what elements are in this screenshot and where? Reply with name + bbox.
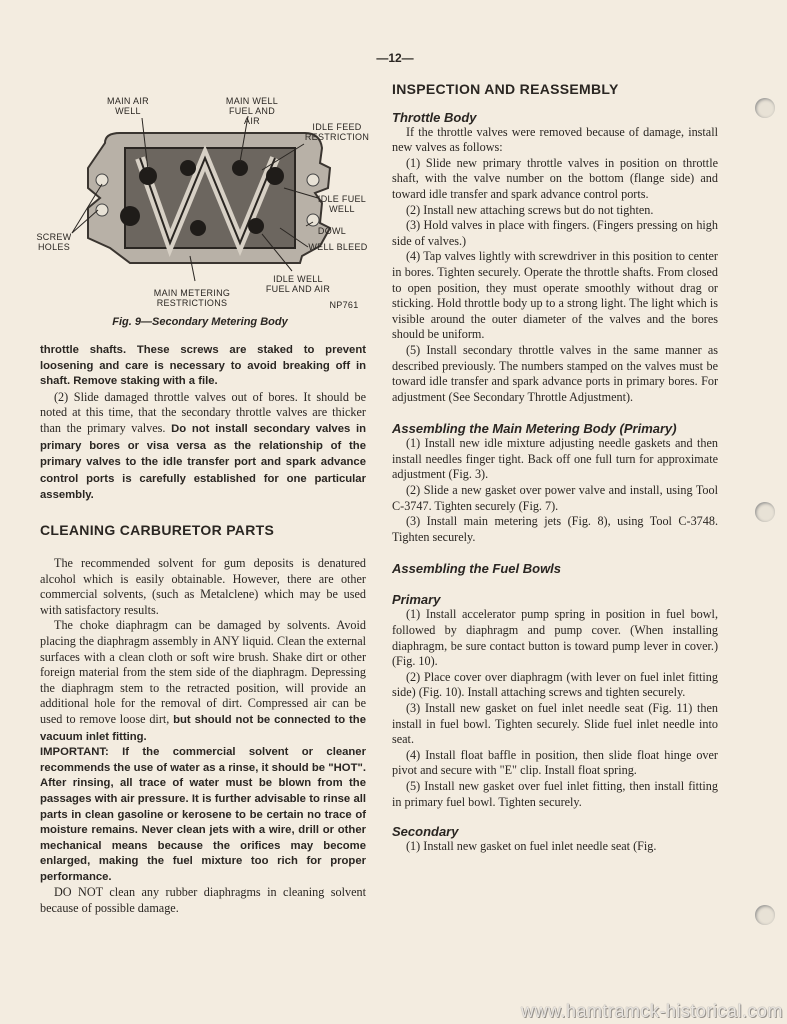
primary-title: Primary: [392, 592, 441, 608]
label-dowl: DOWL: [317, 226, 347, 236]
paragraph-choke-diaphragm: [40, 618, 366, 745]
figure-code: NP761: [329, 300, 359, 310]
paragraph-screws-staked: throttle shafts. These screws are staked to prevent loosening and care is necessary to avoid breaking off in shaft. Remove staking with a file.: [40, 344, 366, 388]
metering-step: (2) Slide a new gasket over power valve and install, using Tool C-3747. Tighten securely (Fig. 7).: [392, 483, 718, 513]
paragraph-slide-valves: [40, 390, 366, 504]
label-idle-fuel-well: IDLE FUEL WELL: [317, 194, 367, 214]
text-warning: Do not install secondary valves in primary bores or visa versa as the relationship of the primary valves to the idle transfer port and spark advance control ports is carefully established for one particular assembly.: [40, 422, 367, 502]
paragraph-important: IMPORTANT: If the commercial solvent or cleaner recommends the use of water as a rinse, it should be "HOT". After rinsing, all trace of water must be blown from the passages with air pressure. It is further advisable to rinse all parts in clean gasoline or kerosene to be certain no trace of moisture remains. Never clean jets with a wire, drill or other mechanical means because the orifices may become enlarged, making the fuel mixture too rich for proper performance.: [40, 746, 366, 883]
fuel-bowls-title: Assembling the Fuel Bowls: [392, 561, 562, 577]
label-well-bleed: WELL BLEED: [308, 242, 368, 252]
throttle-step: (3) Hold valves in place with fingers. (Fingers pressing on high side of valves.): [392, 218, 718, 248]
figure-caption: Fig. 9—Secondary Metering Body: [112, 316, 288, 328]
left-column-bottom: [40, 556, 366, 917]
throttle-step: (4) Tap valves lightly with screwdriver in this position to center in bores. Tighten securely. Operate the throttle shafts. From closed to open position, they must operate smoothly without drag or sticking. Hold throttle body up to a strong light. The light which is visible around the outer diameter of the valves and the bores should be uniform.: [392, 249, 718, 342]
primary-step: (4) Install float baffle in position, then slide float hinge over pivot and secure with "E" clip. Install float spring.: [392, 747, 718, 778]
throttle-body-title: Throttle Body: [392, 109, 477, 125]
primary-step: (1) Install accelerator pump spring in position in fuel bowl, followed by diaphragm and pump cover. (When installing diaphragm, be sure contact button is toward pump lever in cover.) (Fig. 10).: [392, 607, 718, 669]
text-normal: The choke diaphragm can be damaged by solvents. Avoid placing the diaphragm assembly in ANY liquid. Clean the external surfaces with a clean cloth or soft wire brush. Shake dirt or other foreign material from the stem side of the diaphragm. Depressing the diaphragm stem to the retracted position, will provide an additional hole for the removal of dirt. Compressed air can be used to remove loose dirt,: [40, 618, 366, 726]
right-column: [392, 82, 718, 855]
secondary-step: (1) Install new gasket on fuel inlet needle seat (Fig.: [406, 839, 657, 854]
primary-step: (3) Install new gasket on fuel inlet needle seat (Fig. 11) then install in fuel bowl. Tighten securely. Slide fuel inlet needle into seat.: [392, 701, 718, 747]
inspection-heading: INSPECTION AND REASSEMBLY: [392, 81, 619, 97]
paragraph-rubber-diaphragms: DO NOT clean any rubber diaphragms in cleaning solvent because of possible damage.: [40, 885, 366, 916]
throttle-step: (2) Install new attaching screws but do not tighten.: [406, 202, 654, 217]
left-column-top: [40, 343, 366, 504]
label-idle-feed-restriction: IDLE FEED RESTRICTION: [304, 122, 370, 142]
text-warning: but should not be connected to the vacuum inlet fitting.: [40, 713, 366, 743]
metering-step: (1) Install new idle mixture adjusting needle gaskets and then install needles finger tight. Back off one full turn for approximate adjustment (Fig. 3).: [392, 436, 718, 482]
main-metering-title: Assembling the Main Metering Body (Primary): [392, 421, 677, 437]
paragraph-solvent: The recommended solvent for gum deposits is denatured alcohol which is easily obtainable. However, there are other commercial solvents, (such as Metalclene) which may be used with satisfactory results.: [40, 556, 366, 617]
primary-step: (2) Place cover over diaphragm (with lever on fuel inlet fitting side) (Fig. 10). Install attaching screws and tighten securely.: [392, 669, 718, 700]
secondary-metering-body-figure: [30, 88, 380, 312]
binder-hole: [755, 502, 775, 522]
cleaning-heading: CLEANING CARBURETOR PARTS: [40, 522, 275, 538]
throttle-step: (5) Install secondary throttle valves in the same manner as described previously. The numbers stamped on the valves must be toward idle transfer and spark advance ports in primary bores. For adjustment (See Secondary Throttle Adjustment).: [392, 342, 718, 404]
text-normal: (2) Slide damaged throttle valves out of bores. It should be noted at this time, that the secondary throttle valves are thicker than the primary valves.: [40, 389, 366, 435]
page-number: —12—: [376, 51, 414, 65]
binder-hole: [755, 905, 775, 925]
secondary-title: Secondary: [392, 824, 459, 840]
label-main-well-fuel-air: MAIN WELL FUEL AND AIR: [225, 96, 279, 126]
binder-hole: [755, 98, 775, 118]
label-main-metering-restrictions: MAIN METERING RESTRICTIONS: [153, 288, 231, 308]
watermark: www.hamtramck-historical.com: [520, 1001, 783, 1021]
label-idle-well-fuel-air: IDLE WELL FUEL AND AIR: [265, 274, 331, 294]
metering-step: (3) Install main metering jets (Fig. 8), using Tool C-3748. Tighten securely.: [392, 514, 718, 544]
throttle-step: (1) Slide new primary throttle valves in position on throttle shaft, with the valve number on the bottom (flange side) and toward idle transfer and spark advance control ports.: [392, 155, 718, 201]
label-screw-holes: SCREW HOLES: [36, 232, 72, 252]
throttle-intro: If the throttle valves were removed because of damage, install new valves as follows:: [392, 124, 718, 155]
primary-step: (5) Install new gasket over fuel inlet fitting, then install fitting in primary fuel bowl. Tighten securely.: [392, 778, 718, 809]
label-main-air-well: MAIN AIR WELL: [107, 96, 149, 116]
